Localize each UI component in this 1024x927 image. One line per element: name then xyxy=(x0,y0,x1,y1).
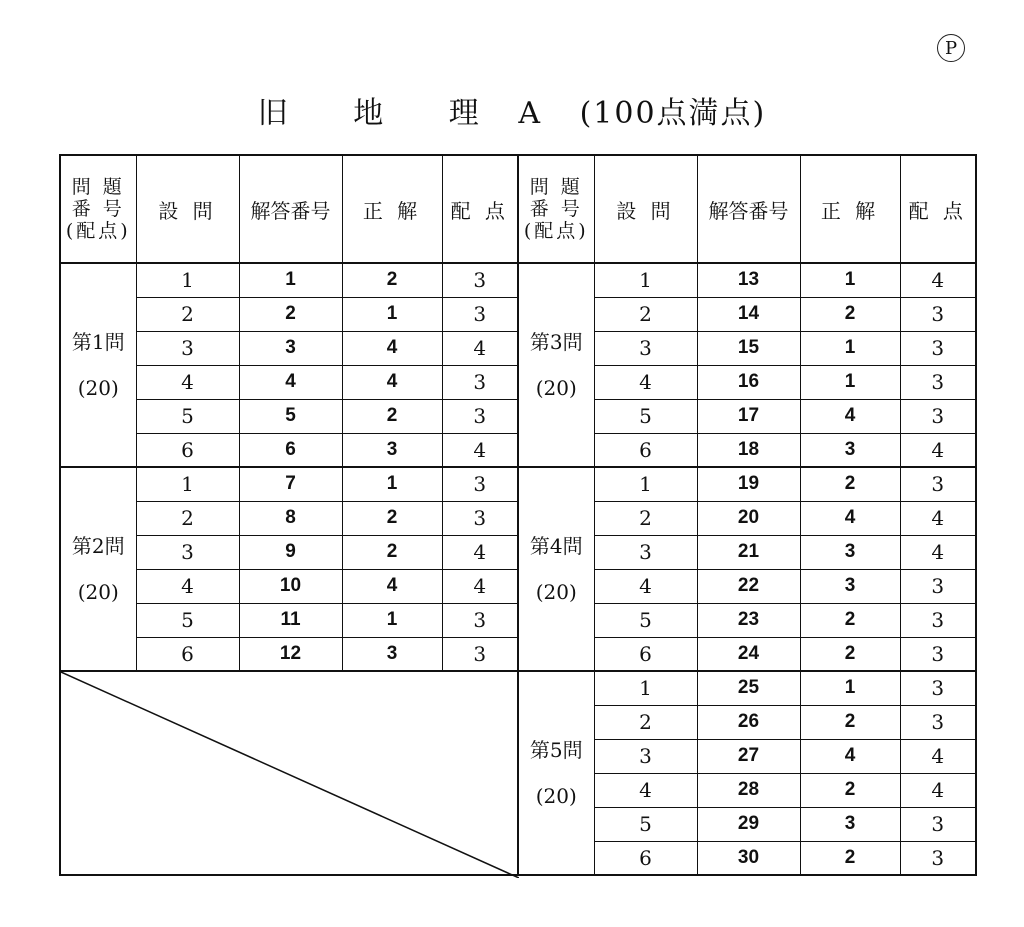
points-cell: 4 xyxy=(442,331,518,365)
sub-question-cell: 6 xyxy=(136,637,239,671)
answer-number-cell: 25 xyxy=(697,671,800,705)
answer-number-cell: 24 xyxy=(697,637,800,671)
correct-answer-cell: 1 xyxy=(342,297,442,331)
sub-question-cell: 3 xyxy=(136,535,239,569)
answer-number-cell: 29 xyxy=(697,807,800,841)
correct-answer-cell: 2 xyxy=(342,501,442,535)
question-label xyxy=(518,263,594,467)
header-sub-question: 設 問 xyxy=(136,155,239,263)
question-score: (20) xyxy=(77,376,119,400)
question-score: (20) xyxy=(535,784,577,808)
sub-question-cell: 4 xyxy=(136,365,239,399)
correct-answer-cell: 1 xyxy=(800,671,900,705)
correct-answer-cell: 1 xyxy=(800,331,900,365)
answer-number-cell: 14 xyxy=(697,297,800,331)
sub-question-cell: 1 xyxy=(594,467,697,501)
correct-answer-cell: 3 xyxy=(342,637,442,671)
header-line: (配点) xyxy=(65,220,131,242)
question-label xyxy=(518,671,594,875)
answer-table xyxy=(59,154,977,876)
answer-number-cell: 23 xyxy=(697,603,800,637)
answer-number-cell: 9 xyxy=(239,535,342,569)
points-cell: 4 xyxy=(442,569,518,603)
header-line: 問 題 xyxy=(529,176,583,198)
sub-question-cell: 2 xyxy=(594,501,697,535)
correct-answer-cell: 1 xyxy=(800,365,900,399)
subject-variant: A xyxy=(518,96,543,131)
header-line: 番 号 xyxy=(529,198,583,220)
answer-number-cell: 18 xyxy=(697,433,800,467)
question-number: 第4問 xyxy=(529,534,583,558)
points-cell: 3 xyxy=(900,399,976,433)
header-points: 配 点 xyxy=(442,155,518,263)
sub-question-cell: 2 xyxy=(136,501,239,535)
sub-question-cell: 6 xyxy=(136,433,239,467)
empty-diagonal-cell xyxy=(60,671,518,875)
header-sub-question: 設 問 xyxy=(594,155,697,263)
points-cell: 3 xyxy=(900,807,976,841)
points-cell: 4 xyxy=(900,535,976,569)
answer-number-cell: 7 xyxy=(239,467,342,501)
answer-number-cell: 12 xyxy=(239,637,342,671)
points-cell: 3 xyxy=(900,705,976,739)
answer-number-cell: 22 xyxy=(697,569,800,603)
correct-answer-cell: 1 xyxy=(342,467,442,501)
points-cell: 4 xyxy=(442,535,518,569)
points-cell: 3 xyxy=(442,399,518,433)
correct-answer-cell: 3 xyxy=(800,807,900,841)
sub-question-cell: 1 xyxy=(136,467,239,501)
points-cell: 3 xyxy=(900,331,976,365)
correct-answer-cell: 3 xyxy=(800,569,900,603)
points-cell: 3 xyxy=(900,603,976,637)
sub-question-cell: 3 xyxy=(594,331,697,365)
header-question-number xyxy=(518,155,594,263)
question-score: (20) xyxy=(77,580,119,604)
question-score: (20) xyxy=(535,580,577,604)
correct-answer-cell: 4 xyxy=(800,739,900,773)
answer-number-cell: 30 xyxy=(697,841,800,875)
sub-question-cell: 1 xyxy=(594,263,697,297)
diagonal-line xyxy=(61,672,519,878)
points-cell: 3 xyxy=(442,365,518,399)
answer-number-cell: 16 xyxy=(697,365,800,399)
correct-answer-cell: 4 xyxy=(342,331,442,365)
sub-question-cell: 5 xyxy=(594,399,697,433)
answer-number-cell: 3 xyxy=(239,331,342,365)
correct-answer-cell: 1 xyxy=(342,603,442,637)
points-cell: 3 xyxy=(900,637,976,671)
sub-question-cell: 6 xyxy=(594,637,697,671)
sub-question-cell: 6 xyxy=(594,841,697,875)
points-cell: 3 xyxy=(900,467,976,501)
correct-answer-cell: 2 xyxy=(800,467,900,501)
points-cell: 4 xyxy=(900,739,976,773)
answer-number-cell: 28 xyxy=(697,773,800,807)
header-correct-answer: 正 解 xyxy=(800,155,900,263)
answer-number-cell: 19 xyxy=(697,467,800,501)
correct-answer-cell: 4 xyxy=(800,501,900,535)
sub-question-cell: 5 xyxy=(594,807,697,841)
question-number: 第2問 xyxy=(71,534,125,558)
sub-question-cell: 2 xyxy=(594,705,697,739)
answer-number-cell: 13 xyxy=(697,263,800,297)
sub-question-cell: 5 xyxy=(136,399,239,433)
sub-question-cell: 2 xyxy=(594,297,697,331)
correct-answer-cell: 2 xyxy=(342,399,442,433)
header-line: (配点) xyxy=(523,220,589,242)
corner-mark: P xyxy=(937,34,965,62)
sub-question-cell: 4 xyxy=(594,365,697,399)
correct-answer-cell: 2 xyxy=(800,841,900,875)
correct-answer-cell: 3 xyxy=(342,433,442,467)
answer-number-cell: 2 xyxy=(239,297,342,331)
score-note: (100点満点) xyxy=(579,96,767,131)
sub-question-cell: 5 xyxy=(136,603,239,637)
correct-answer-cell: 4 xyxy=(342,365,442,399)
question-label xyxy=(518,467,594,671)
correct-answer-cell: 4 xyxy=(342,569,442,603)
correct-answer-cell: 4 xyxy=(800,399,900,433)
table-row xyxy=(60,671,976,705)
points-cell: 3 xyxy=(442,467,518,501)
sub-question-cell: 3 xyxy=(136,331,239,365)
question-number: 第1問 xyxy=(71,330,125,354)
points-cell: 3 xyxy=(442,637,518,671)
points-cell: 3 xyxy=(442,297,518,331)
correct-answer-cell: 2 xyxy=(800,603,900,637)
points-cell: 3 xyxy=(900,569,976,603)
header-correct-answer: 正 解 xyxy=(342,155,442,263)
answer-number-cell: 5 xyxy=(239,399,342,433)
sub-question-cell: 4 xyxy=(136,569,239,603)
answer-number-cell: 6 xyxy=(239,433,342,467)
table-row xyxy=(60,263,976,297)
points-cell: 4 xyxy=(442,433,518,467)
header-line: 番 号 xyxy=(71,198,125,220)
answer-number-cell: 26 xyxy=(697,705,800,739)
answer-number-cell: 21 xyxy=(697,535,800,569)
points-cell: 4 xyxy=(900,773,976,807)
sub-question-cell: 2 xyxy=(136,297,239,331)
question-number: 第3問 xyxy=(529,330,583,354)
answer-number-cell: 11 xyxy=(239,603,342,637)
points-cell: 3 xyxy=(442,501,518,535)
correct-answer-cell: 2 xyxy=(800,297,900,331)
header-answer-number: 解答番号 xyxy=(697,155,800,263)
sub-question-cell: 1 xyxy=(594,671,697,705)
table-row xyxy=(60,467,976,501)
header-points: 配 点 xyxy=(900,155,976,263)
points-cell: 3 xyxy=(442,263,518,297)
points-cell: 4 xyxy=(900,263,976,297)
answer-number-cell: 4 xyxy=(239,365,342,399)
correct-answer-cell: 2 xyxy=(342,263,442,297)
points-cell: 4 xyxy=(900,501,976,535)
points-cell: 3 xyxy=(442,603,518,637)
points-cell: 3 xyxy=(900,841,976,875)
header-row xyxy=(60,155,976,263)
points-cell: 3 xyxy=(900,297,976,331)
correct-answer-cell: 2 xyxy=(800,705,900,739)
answer-number-cell: 27 xyxy=(697,739,800,773)
sub-question-cell: 4 xyxy=(594,569,697,603)
points-cell: 4 xyxy=(900,433,976,467)
sub-question-cell: 5 xyxy=(594,603,697,637)
header-answer-number: 解答番号 xyxy=(239,155,342,263)
correct-answer-cell: 3 xyxy=(800,433,900,467)
page-title xyxy=(0,88,1024,132)
question-label xyxy=(60,263,136,467)
sub-question-cell: 3 xyxy=(594,535,697,569)
subject-title: 旧 地 理 xyxy=(257,96,507,131)
answer-number-cell: 17 xyxy=(697,399,800,433)
sub-question-cell: 3 xyxy=(594,739,697,773)
answer-number-cell: 20 xyxy=(697,501,800,535)
answer-number-cell: 10 xyxy=(239,569,342,603)
sub-question-cell: 4 xyxy=(594,773,697,807)
header-line: 問 題 xyxy=(71,176,125,198)
question-score: (20) xyxy=(535,376,577,400)
correct-answer-cell: 3 xyxy=(800,535,900,569)
points-cell: 3 xyxy=(900,365,976,399)
sub-question-cell: 1 xyxy=(136,263,239,297)
answer-number-cell: 15 xyxy=(697,331,800,365)
points-cell: 3 xyxy=(900,671,976,705)
question-label xyxy=(60,467,136,671)
correct-answer-cell: 1 xyxy=(800,263,900,297)
sub-question-cell: 6 xyxy=(594,433,697,467)
header-question-number xyxy=(60,155,136,263)
correct-answer-cell: 2 xyxy=(800,773,900,807)
correct-answer-cell: 2 xyxy=(800,637,900,671)
answer-number-cell: 1 xyxy=(239,263,342,297)
question-number: 第5問 xyxy=(529,738,583,762)
correct-answer-cell: 2 xyxy=(342,535,442,569)
answer-number-cell: 8 xyxy=(239,501,342,535)
